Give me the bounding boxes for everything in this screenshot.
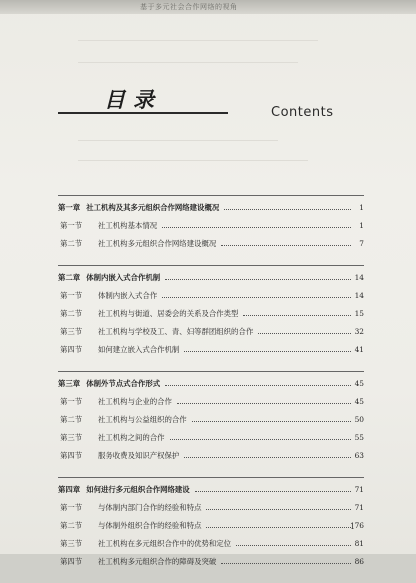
section-entry-page: 7 — [359, 238, 364, 248]
toc-title-zh: 目录 — [104, 87, 162, 112]
chapter-entry-title: 社工机构及其多元组织合作网络建设概况 — [86, 202, 220, 212]
section-entry-title: 与体制外组织合作的经验和特点 — [98, 520, 202, 530]
dot-leader — [195, 490, 351, 492]
dot-leader — [192, 420, 351, 422]
section-entry-page: 1 — [359, 220, 364, 230]
chapter-entry-number: 第二章 — [58, 272, 81, 282]
section-entry[interactable] — [58, 446, 364, 464]
section-entry-title: 社工机构与公益组织的合作 — [98, 414, 187, 424]
chapter-entry-label — [58, 378, 162, 389]
previous-page-edge — [0, 0, 416, 14]
dot-leader — [206, 508, 351, 510]
section-entry-number: 第二节 — [60, 308, 83, 318]
section-entry-page: 55 — [354, 432, 364, 442]
chapter-entry-page: 45 — [354, 378, 364, 388]
section-entry-title: 体制内嵌入式合作 — [98, 290, 158, 300]
section-entry-title: 社工机构基本情况 — [98, 220, 158, 230]
section-entry-number: 第二节 — [60, 520, 83, 530]
dot-leader — [184, 456, 351, 458]
section-entry-label — [58, 238, 218, 249]
section-entry-number: 第二节 — [60, 238, 83, 248]
section-entry[interactable] — [58, 234, 364, 252]
section-entry-page: 45 — [354, 396, 364, 406]
section-entry[interactable] — [58, 428, 364, 446]
section-entry-page: 50 — [354, 414, 364, 424]
chapter-entry-number: 第四章 — [58, 484, 81, 494]
section-entry-number: 第四节 — [60, 450, 83, 460]
section-entry-title: 如何建立嵌入式合作机制 — [98, 344, 180, 354]
section-entry-label — [58, 538, 233, 549]
chapter-entry-label — [58, 272, 162, 283]
dot-leader — [162, 296, 351, 298]
section-entry[interactable] — [58, 410, 364, 428]
section-entry-title: 社工机构与企业的合作 — [98, 396, 172, 406]
section-entry-label — [58, 326, 255, 337]
section-entry-label — [58, 502, 203, 513]
chapter-entry-page: 14 — [354, 272, 364, 282]
show-through-line — [78, 140, 278, 141]
section-entry-label — [58, 396, 174, 407]
chapter-entry-label — [58, 202, 221, 213]
section-entry-page: 41 — [354, 344, 364, 354]
section-entry[interactable] — [58, 392, 364, 410]
section-entry-page: 14 — [354, 290, 364, 300]
dot-leader — [162, 226, 351, 228]
chapter-entry-page: 71 — [354, 484, 364, 494]
chapter-entry[interactable] — [58, 268, 364, 286]
section-entry-page: 76 — [354, 520, 364, 530]
section-entry-title: 社工机构与街道、居委会的关系及合作类型 — [98, 308, 239, 318]
dot-leader — [177, 402, 351, 404]
section-entry-label — [58, 520, 203, 531]
chapter-entry-number: 第三章 — [58, 378, 81, 388]
chapter-entry-label — [58, 484, 192, 495]
section-entry-number: 第三节 — [60, 538, 83, 548]
dot-leader — [258, 332, 351, 334]
section-entry-label — [58, 450, 181, 461]
section-entry-page: 86 — [354, 556, 364, 566]
dot-leader — [236, 544, 351, 546]
section-entry-title: 社工机构多元组织合作的障碍及突破 — [98, 556, 217, 566]
chapter-entry[interactable] — [58, 374, 364, 392]
section-entry[interactable] — [58, 552, 364, 570]
section-entry-number: 第一节 — [60, 290, 83, 300]
table-of-contents — [58, 195, 364, 583]
section-entry[interactable] — [58, 498, 364, 516]
dot-leader — [170, 438, 351, 440]
chapter-entry-page: 1 — [359, 202, 364, 212]
chapter-entry[interactable] — [58, 198, 364, 216]
chapter-block — [58, 371, 364, 464]
dot-leader — [224, 208, 351, 210]
section-entry-label — [58, 432, 167, 443]
chapter-entry-number: 第一章 — [58, 202, 81, 212]
section-entry-title: 与体制内部门合作的经验和特点 — [98, 502, 202, 512]
section-entry-number: 第三节 — [60, 326, 83, 336]
section-entry-page: 32 — [354, 326, 364, 336]
section-entry-number: 第一节 — [60, 502, 83, 512]
section-entry[interactable] — [58, 286, 364, 304]
chapter-block — [58, 265, 364, 358]
dot-leader — [165, 278, 351, 280]
dot-leader — [221, 562, 351, 564]
section-entry-number: 第二节 — [60, 414, 83, 424]
section-entry-label — [58, 556, 218, 567]
section-entry[interactable] — [58, 216, 364, 234]
show-through-line — [78, 62, 298, 63]
toc-title-en: Contents — [271, 105, 334, 120]
section-entry[interactable] — [58, 322, 364, 340]
section-entry-number: 第一节 — [60, 396, 83, 406]
page-number: 1 — [350, 522, 356, 531]
section-entry[interactable] — [58, 516, 364, 534]
section-entry[interactable] — [58, 534, 364, 552]
section-entry-title: 社工机构之间的合作 — [98, 432, 165, 442]
section-entry-number: 第四节 — [60, 344, 83, 354]
section-entry[interactable] — [58, 304, 364, 322]
section-entry-title: 社工机构与学校及工、青、妇等群团组织的合作 — [98, 326, 254, 336]
chapter-block — [58, 477, 364, 570]
section-entry-label — [58, 290, 159, 301]
chapter-entry[interactable] — [58, 480, 364, 498]
section-entry-page: 71 — [354, 502, 364, 512]
running-head: 基于多元社会合作网络的视角 — [140, 3, 238, 11]
section-entry-number: 第四节 — [60, 556, 83, 566]
section-entry[interactable] — [58, 340, 364, 358]
show-through-line — [78, 160, 308, 161]
chapter-entry-title: 体制外节点式合作形式 — [86, 378, 161, 388]
section-entry-title: 社工机构在多元组织合作中的优势和定位 — [98, 538, 232, 548]
chapter-block — [58, 195, 364, 252]
dot-leader — [206, 526, 351, 528]
chapter-entry-title: 如何进行多元组织合作网络建设 — [86, 484, 190, 494]
section-entry-title: 社工机构多元组织合作网络建设概况 — [98, 238, 217, 248]
dot-leader — [243, 314, 351, 316]
section-entry-number: 第三节 — [60, 432, 83, 442]
section-entry-title: 服务收费及知识产权保护 — [98, 450, 180, 460]
dot-leader — [221, 244, 351, 246]
dot-leader — [165, 384, 351, 386]
chapter-entry-title: 体制内嵌入式合作机制 — [86, 272, 161, 282]
section-entry-page: 15 — [354, 308, 364, 318]
section-entry-page: 63 — [354, 450, 364, 460]
title-rule — [58, 112, 228, 114]
section-entry-label — [58, 308, 240, 319]
show-through-line — [78, 40, 318, 41]
section-entry-page: 81 — [354, 538, 364, 548]
toc-title-block — [58, 84, 334, 124]
section-entry-label — [58, 414, 189, 425]
section-entry-label — [58, 344, 181, 355]
section-entry-number: 第一节 — [60, 220, 83, 230]
section-entry-label — [58, 220, 159, 231]
dot-leader — [184, 350, 351, 352]
